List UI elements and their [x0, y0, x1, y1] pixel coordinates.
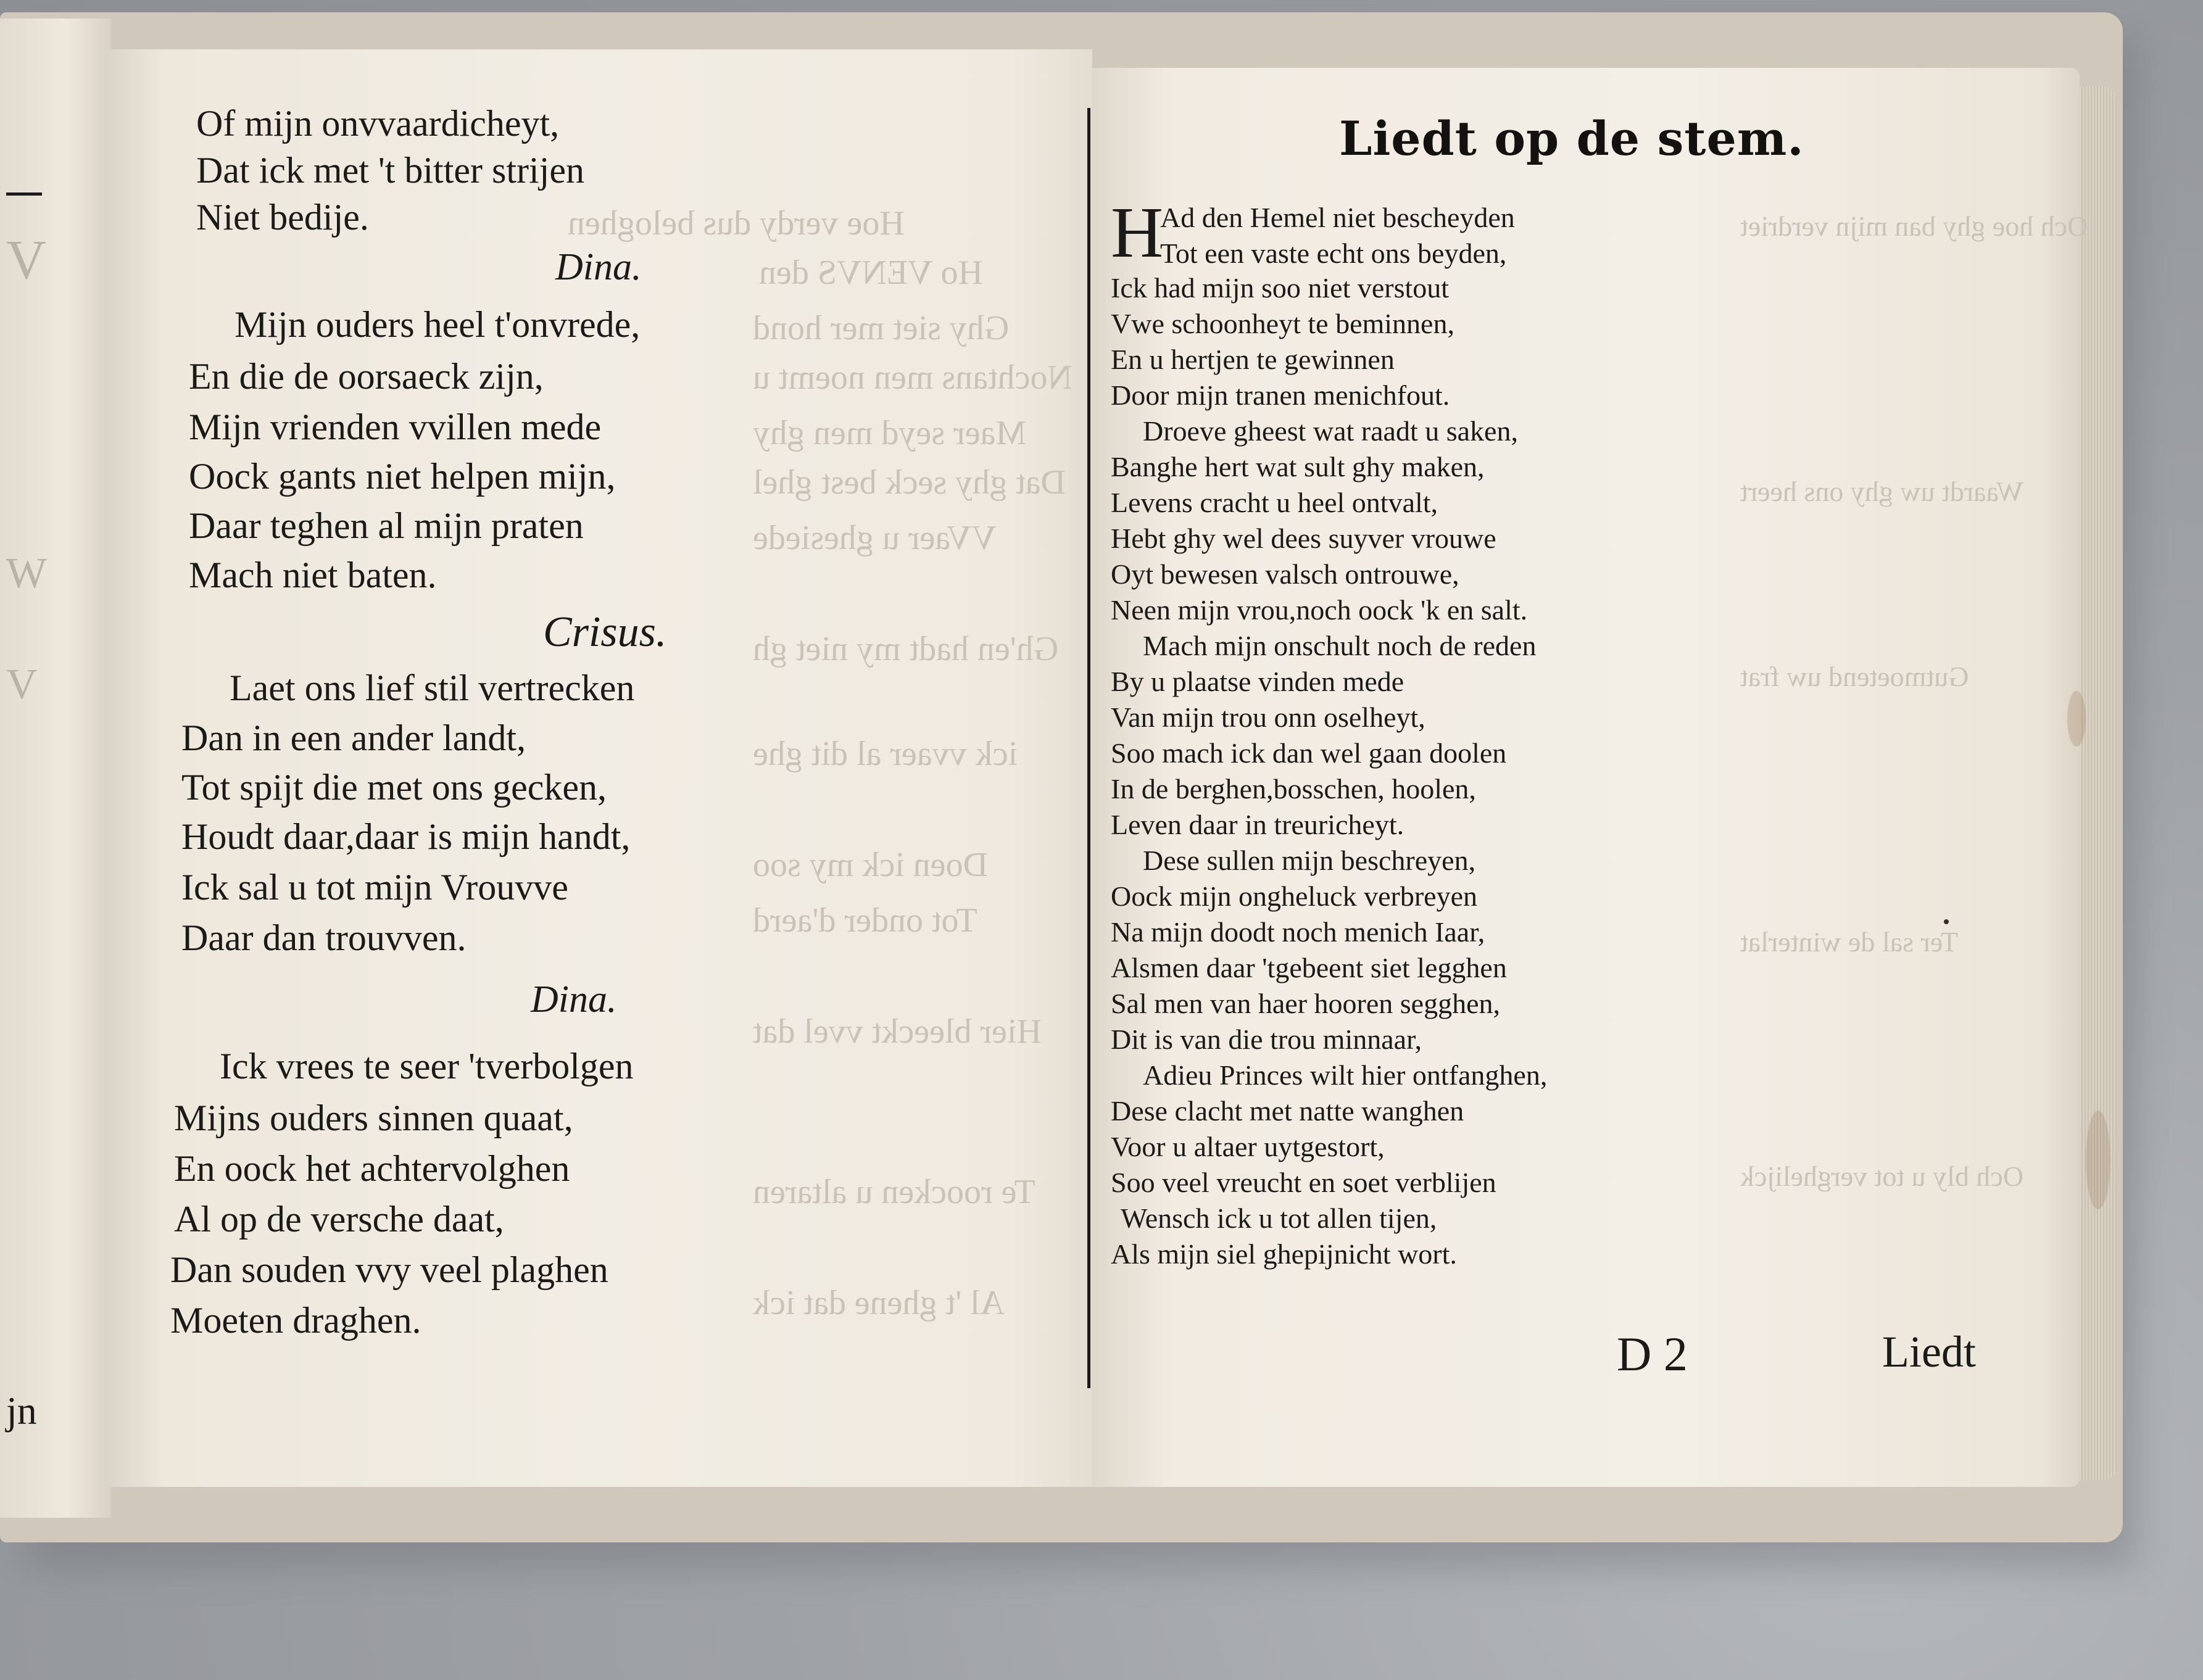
show-through: Hier bleeckt vvel dat — [753, 1012, 1042, 1051]
verse-line: Tot een vaste echt ons beyden, — [1160, 238, 1507, 269]
show-through: Te roocken u altaren — [753, 1173, 1035, 1211]
verse-line: En oock het achtervolghen — [174, 1148, 570, 1189]
show-through: Tot onder d'aerd — [753, 901, 977, 940]
verse-line: Hebt ghy wel dees suyver vrouwe — [1111, 523, 1496, 554]
show-through: Waardt uw ghy ons heert — [1740, 476, 2023, 507]
previous-page-edge: V W V jn — [0, 19, 111, 1518]
verse-line: Ick had mijn soo niet verstout — [1111, 272, 1450, 304]
show-through: Ter sal de winterlat — [1740, 926, 1959, 958]
verse-line: Ick sal u tot mijn Vrouvve — [181, 867, 568, 908]
verse-line: Mijns ouders sinnen quaat, — [174, 1098, 573, 1138]
verse-line: By u plaatse vinden mede — [1111, 666, 1404, 697]
show-through: Nochtans men noemt u — [753, 358, 1072, 397]
verse-line: En die de oorsaeck zijn, — [189, 356, 544, 397]
show-through: Dat ghy seck best ghel — [753, 463, 1066, 502]
age-stain — [2067, 691, 2086, 747]
verse-line: In de berghen,bosschen, hoolen, — [1111, 773, 1476, 805]
verse-line: Dese clacht met natte wanghen — [1111, 1095, 1464, 1127]
verse-line: Daar teghen al mijn praten — [189, 505, 584, 546]
previous-page-fragment: jn — [6, 1389, 37, 1433]
verse-line: Leven daar in treuricheyt. — [1111, 809, 1404, 840]
verse-line: Dit is van die trou minnaar, — [1111, 1024, 1422, 1055]
song-title: Liedt op de stem. — [1339, 111, 1804, 166]
show-through: Hoe verdy dus beloghen — [568, 204, 905, 242]
verse-line: Dese sullen mijn beschreyen, — [1143, 845, 1476, 876]
show-through: Al 't ghene dat ick — [753, 1284, 1005, 1322]
ink-speck — [1944, 919, 1949, 924]
rule-fragment — [6, 192, 42, 196]
verse-line: Alsmen daar 'tgebeent siet legghen — [1111, 952, 1507, 983]
verse-line: Moeten draghen. — [170, 1300, 421, 1341]
verse-line: Of mijn onvvaardicheyt, — [196, 103, 560, 144]
verse-line: Door mijn tranen menichfout. — [1111, 379, 1450, 411]
verse-line: Mijn ouders heel t'onvrede, — [234, 304, 641, 345]
verse-line: Laet ons lief stil vertrecken — [230, 668, 635, 708]
verse-line: Van mijn trou onn oselheyt, — [1111, 701, 1425, 733]
show-through: Ho VENVS den — [759, 254, 983, 292]
verse-line: Ick vrees te seer 'tverbolgen — [220, 1046, 634, 1086]
verse-line: Dan in een ander landt, — [181, 718, 526, 758]
age-stain — [2086, 1111, 2110, 1209]
verse-line: Neen mijn vrou,noch oock 'k en salt. — [1111, 594, 1528, 626]
show-through: VVaer u ghesiede — [753, 519, 997, 557]
verse-line: Oock gants niet helpen mijn, — [189, 456, 616, 497]
show-through: Gutmoetend uw frat — [1740, 661, 1969, 692]
verse-line: Tot spijt die met ons gecken, — [181, 767, 607, 808]
verse-line: Niet bedije. — [196, 197, 369, 238]
verse-line: Mijn vrienden vvillen mede — [189, 407, 602, 447]
verse-line: Al op de versche daat, — [174, 1199, 504, 1239]
signature-mark: D 2 — [1617, 1327, 1688, 1381]
show-through: ick vvaer al dit ghe — [753, 735, 1018, 773]
verse-line: Als mijn siel ghepijnicht wort. — [1111, 1238, 1457, 1270]
verse-line: Voor u altaer uytgestort, — [1111, 1131, 1385, 1162]
show-through: Doen ick my soo — [753, 846, 989, 884]
page-edges — [2080, 86, 2117, 1481]
verse-line: Oock mijn ongheluck verbreyen — [1111, 880, 1477, 912]
verse-line: Oyt bewesen valsch ontrouwe, — [1111, 558, 1459, 590]
drop-cap: H — [1111, 192, 1164, 273]
verse-line: Daar dan trouvven. — [181, 917, 467, 958]
verse-line: En u hertjen te gewinnen — [1111, 344, 1395, 375]
verse-line: Mach niet baten. — [189, 555, 437, 595]
verse-line: Soo mach ick dan wel gaan doolen — [1111, 737, 1507, 769]
verse-line: Na mijn doodt noch menich Iaar, — [1111, 916, 1485, 948]
speaker-heading: Dina. — [555, 246, 642, 288]
verse-line: Vwe schoonheyt te beminnen, — [1111, 308, 1454, 339]
show-through: Gh'en hadt my niet gh — [753, 630, 1059, 668]
verse-line: Banghe hert wat sult ghy maken, — [1111, 451, 1485, 482]
verse-line: Ad den Hemel niet bescheyden — [1160, 202, 1515, 233]
speaker-heading: Crisus. — [543, 608, 667, 656]
speaker-heading: Dina. — [531, 979, 617, 1020]
verse-line: Houdt daar,daar is mijn handt, — [181, 816, 631, 857]
show-through: Ghy siet mer hond — [753, 309, 1010, 347]
verse-line: Levens cracht u heel ontvalt, — [1111, 487, 1438, 518]
catchword: Liedt — [1882, 1327, 1976, 1376]
verse-line: Mach mijn onschult noch de reden — [1143, 630, 1537, 661]
show-through: Maer seyd men ghy — [753, 414, 1027, 452]
verse-line: Adieu Princes wilt hier ontfanghen, — [1143, 1059, 1548, 1091]
column-rule — [1087, 108, 1090, 1388]
show-through: Och bly u tot verghelijck — [1740, 1161, 2024, 1192]
verse-line: Soo veel vreucht en soet verblijen — [1111, 1167, 1496, 1198]
verse-line: Dat ick met 't bitter strijen — [196, 150, 584, 191]
verse-line: Wensch ick u tot allen tijen, — [1121, 1202, 1437, 1234]
show-through: Och hoe ghy ban mijn verdriet — [1740, 210, 2088, 242]
verse-line: Dan souden vvy veel plaghen — [170, 1249, 608, 1290]
verse-line: Sal men van haer hooren segghen, — [1111, 988, 1501, 1019]
verse-line: Droeve gheest wat raadt u saken, — [1143, 415, 1518, 447]
